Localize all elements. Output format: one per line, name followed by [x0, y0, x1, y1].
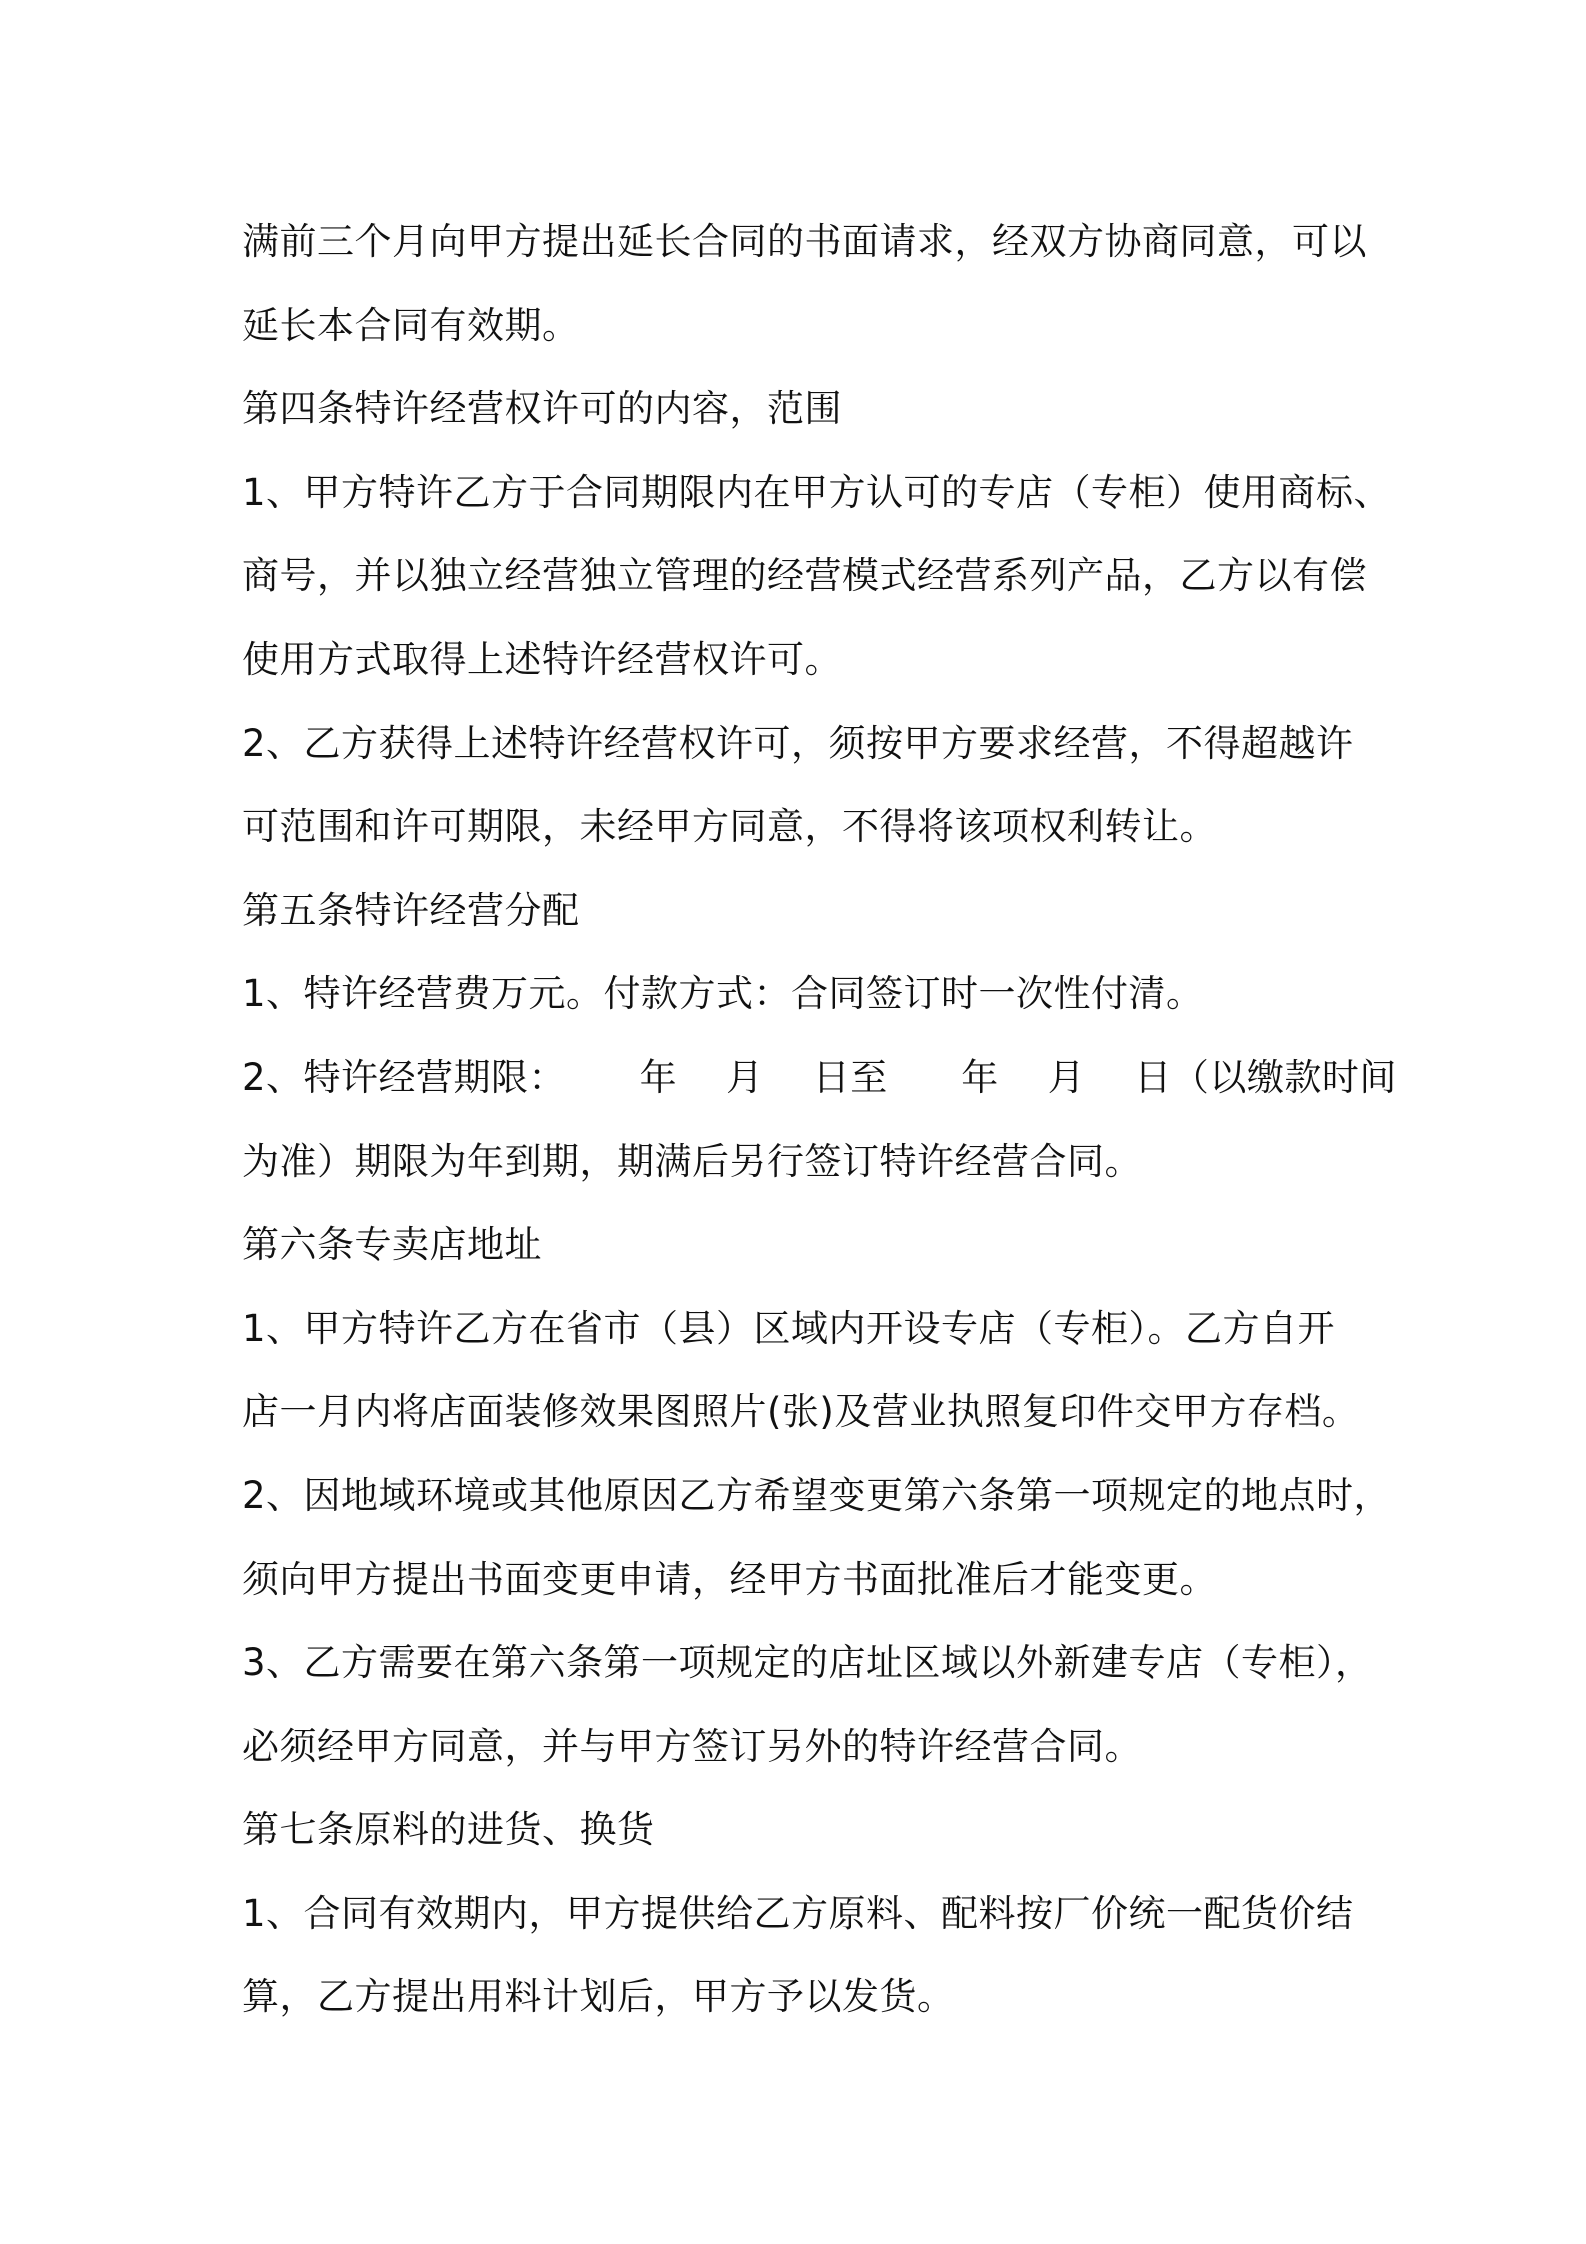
- text-line-article-5-item-2-end: 为准）期限为年到期，期满后另行签订特许经营合同。: [242, 1139, 1142, 1183]
- text-line-article-6-item-3: 3、乙方需要在第六条第一项规定的店址区域以外新建专店（专柜），: [242, 1641, 1373, 1685]
- text-line-article-6-item-1: 1、甲方特许乙方在省市（县）区域内开设专店（专柜）。乙方自开: [242, 1306, 1336, 1350]
- text-line-article-6-item-2: 2、因地域环境或其他原因乙方希望变更第六条第一项规定的地点时，: [242, 1473, 1392, 1517]
- section-heading-article-6: 第六条专卖店地址: [242, 1223, 542, 1267]
- text-line-article-5-item-1: 1、特许经营费万元。付款方式：合同签订时一次性付清。: [242, 972, 1204, 1016]
- text-line-article-7-item-1-end: 算，乙方提出用料计划后，甲方予以发货。: [242, 1975, 955, 2019]
- text-line-article-4-item-2: 2、乙方获得上述特许经营权许可，须按甲方要求经营，不得超越许: [242, 721, 1354, 765]
- text-line-article-5-item-2: 2、特许经营期限： 年 月 日至 年 月 日（以缴款时间: [242, 1055, 1397, 1099]
- text-line-article-4-item-2-end: 可范围和许可期限，未经甲方同意，不得将该项权利转让。: [242, 805, 1217, 849]
- text-line-article-4-item-1: 1、甲方特许乙方于合同期限内在甲方认可的专店（专柜）使用商标、: [242, 470, 1392, 514]
- section-heading-article-5: 第五条特许经营分配: [242, 888, 580, 932]
- text-line-article-7-item-1: 1、合同有效期内，甲方提供给乙方原料、配料按厂价统一配货价结: [242, 1891, 1354, 1935]
- text-line-clause-3-end: 延长本合同有效期。: [242, 303, 580, 347]
- text-line-article-4-item-1-end: 使用方式取得上述特许经营权许可。: [242, 637, 842, 681]
- section-heading-article-4: 第四条特许经营权许可的内容，范围: [242, 387, 842, 431]
- document-body: [242, 200, 1397, 2039]
- text-line-clause-3-continued: 满前三个月向甲方提出延长合同的书面请求，经双方协商同意，可以: [242, 220, 1367, 263]
- section-heading-article-7: 第七条原料的进货、换货: [242, 1808, 655, 1852]
- text-line-article-6-item-2-end: 须向甲方提出书面变更申请，经甲方书面批准后才能变更。: [242, 1557, 1217, 1601]
- text-line-article-4-item-1-cont: 商号，并以独立经营独立管理的经营模式经营系列产品，乙方以有偿: [242, 554, 1367, 598]
- text-line-article-6-item-3-end: 必须经甲方同意，并与甲方签订另外的特许经营合同。: [242, 1724, 1142, 1768]
- text-line-article-6-item-1-end: 店一月内将店面装修效果图照片(张)及营业执照复印件交甲方存档。: [242, 1390, 1360, 1434]
